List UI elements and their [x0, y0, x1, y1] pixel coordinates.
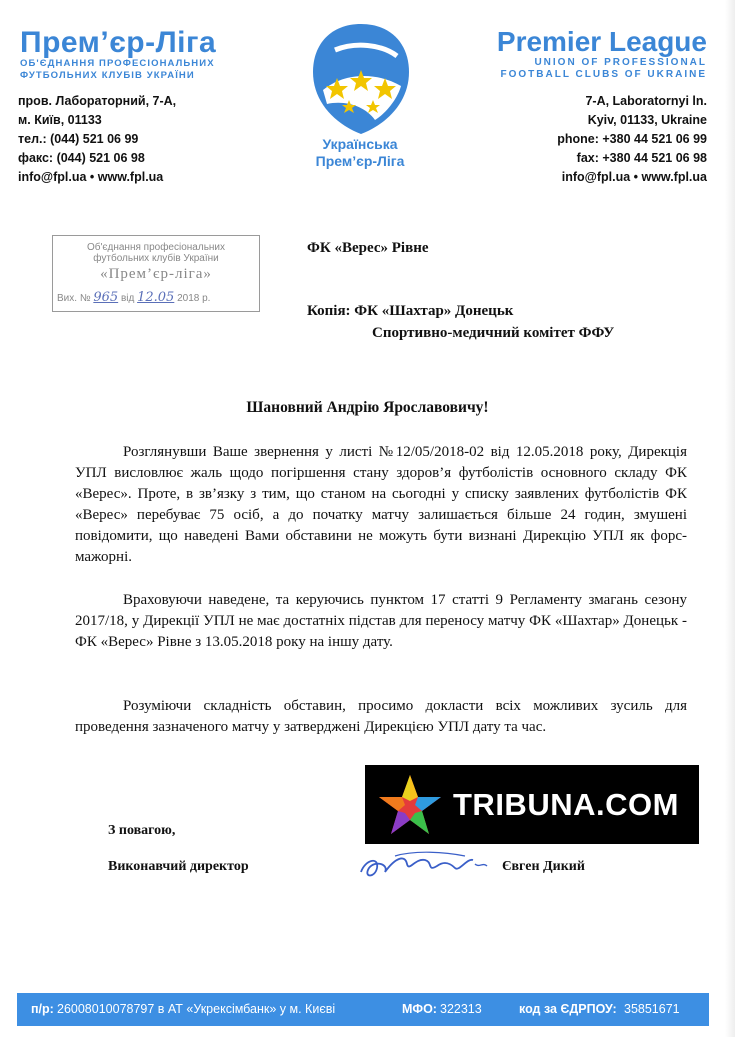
- page-edge: [725, 0, 735, 1037]
- recipient: ФК «Верес» Рівне: [307, 240, 429, 256]
- tribuna-watermark: [365, 765, 699, 844]
- signer-name: Євген Дикий: [502, 859, 585, 874]
- fax-ua: факс: (044) 521 06 98: [18, 151, 145, 165]
- stamp-date: 12.05: [137, 290, 175, 305]
- closing: З повагою,: [108, 823, 176, 838]
- phone-ua: тел.: (044) 521 06 99: [18, 132, 139, 146]
- league-title-ua: Прем’єр-Ліга: [20, 26, 217, 59]
- contact-block-ua: [18, 92, 176, 187]
- league-title-en: Premier League: [496, 26, 707, 57]
- copy-recipient-1: Копія: ФК «Шахтар» Донецьк: [307, 303, 514, 319]
- fax-en: fax: +380 44 521 06 98: [576, 151, 707, 165]
- tribuna-text: TRIBUNA.COM: [453, 787, 679, 822]
- signer-position: Виконавчий директор: [108, 859, 249, 874]
- league-subtitle-en: UNION OF PROFESSIONAL FOOTBALL CLUBS OF UKRAINE: [500, 57, 707, 80]
- web-en: info@fpl.ua • www.fpl.ua: [561, 170, 707, 184]
- web-ua: info@fpl.ua • www.fpl.ua: [18, 170, 164, 184]
- logo-caption: Українська Прем’єр-Ліга: [315, 136, 405, 169]
- paragraph-1: Розглянувши Ваше звернення у листі №12/05/2018-02 від 12.05.2018 року, Дирекція УПЛ висловлює жаль щодо погіршення стану здоров’я футболістів основного складу ФК «Верес». Проте, в зв’язку з тим, що станом на сьогодні у списку заявлених футболістів ФК «Верес» перебуває 75 осіб, а до початку матчу залишається більше 24 годин, змушені повідомити, що наведені Вами обставини не можуть бути визнані Дирекцію УПЛ як форс-мажорні.: [75, 444, 687, 565]
- paragraph-2: Враховуючи наведене, та керуючись пунктом 17 статті 9 Регламенту змагань сезону 2017/18, у Дирекції УПЛ не має достатніх підстав для переносу матчу ФК «Шахтар» Донецьк - ФК «Верес» Рівне з 13.05.2018 року на іншу дату.: [75, 592, 687, 650]
- contact-block-en: [557, 92, 707, 187]
- upl-logo-icon: [305, 20, 417, 138]
- phone-en: phone: +380 44 521 06 99: [557, 132, 707, 146]
- copy-recipient-2: Спортивно-медичний комітет ФФУ: [372, 325, 615, 341]
- address-ua: пров. Лабораторний, 7-А,: [18, 94, 177, 108]
- greeting: Шановний Андрію Ярославовичу!: [246, 399, 489, 416]
- league-subtitle-ua: ОБ'ЄДНАННЯ ПРОФЕСІОНАЛЬНИХ ФУТБОЛЬНИХ КЛУБІВ УКРАЇНИ: [20, 58, 215, 81]
- bank-details-footer: п/р: 26008010078797 в АТ «Укрексімбанк» у м. Києві МФО: 322313 код за ЄДРПОУ: 35851671: [17, 993, 709, 1026]
- paragraph-3: Розуміючи складність обставин, просимо докласти всіх можливих зусиль для проведення зазначеного матчу у затверджені Дирекцією УПЛ дату та час.: [75, 698, 687, 735]
- tribuna-star-icon: [377, 773, 443, 837]
- city-en: Kyiv, 01133, Ukraine: [587, 113, 707, 127]
- stamp-number: 965: [93, 290, 119, 305]
- city-ua: м. Київ, 01133: [18, 113, 102, 127]
- registration-stamp: Об'єднання професіональних футбольних клубів України «Прем’єр-ліга» Вих. № 965 від 12.05 2018 р.: [52, 235, 260, 312]
- address-en: 7-A, Laboratornyi ln.: [585, 94, 707, 108]
- handwritten-signature-icon: [355, 838, 505, 888]
